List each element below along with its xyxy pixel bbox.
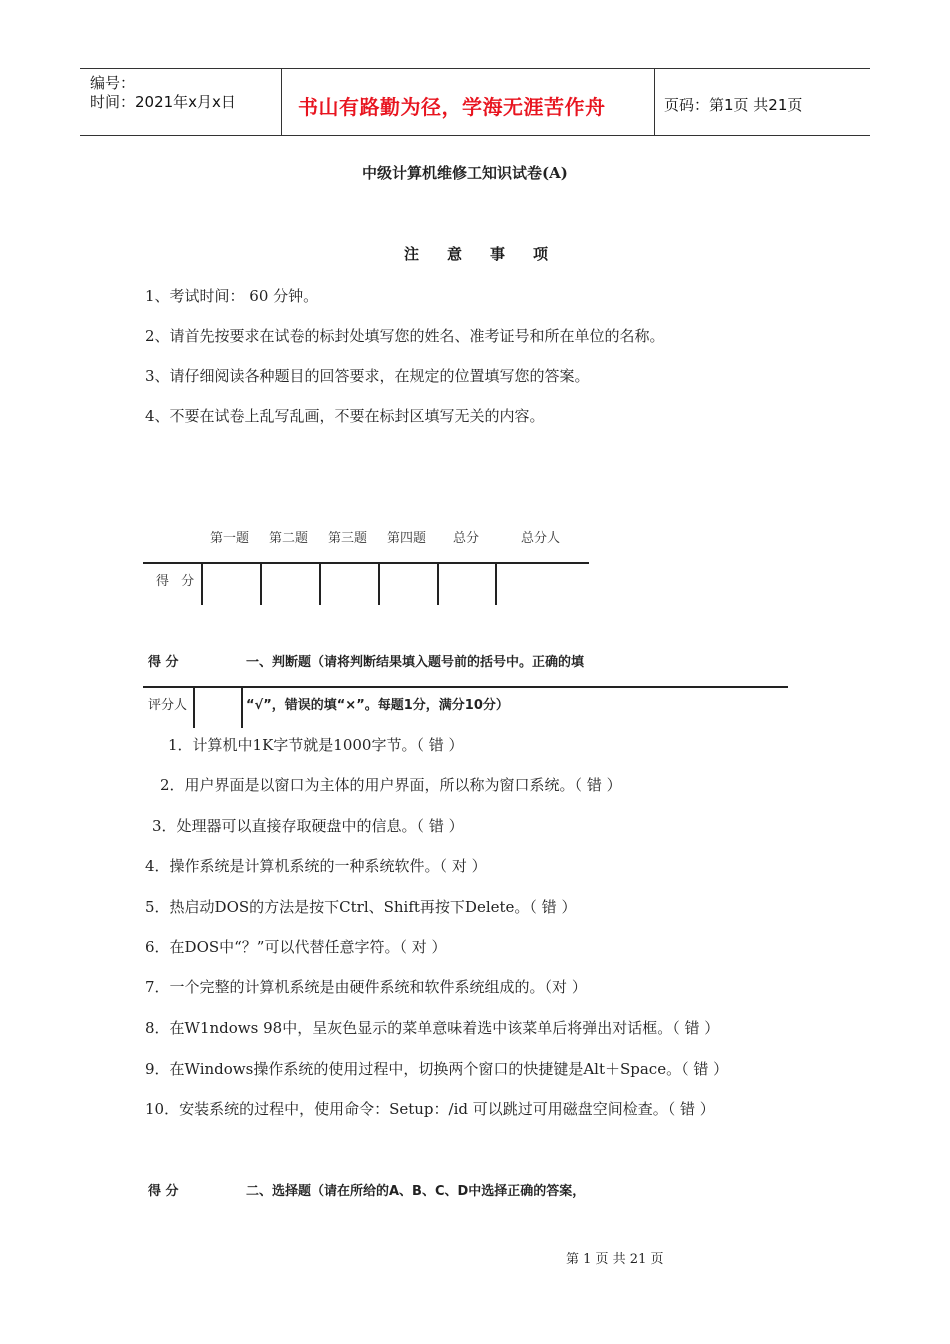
exam-title: 中级计算机维修工知识试卷(A) [362, 164, 568, 182]
header-bottom-rule [80, 135, 870, 136]
score-col-header: 第二题 [269, 531, 309, 546]
header-divider-right [654, 68, 655, 136]
time-label: 时间：2021年x月x日 [90, 93, 236, 111]
question-item: 3．处理器可以直接存取硬盘中的信息。（ 错 ） [152, 817, 464, 835]
section1-score-label: 得 分 [148, 655, 179, 670]
question-item: 5．热启动DOS的方法是按下Ctrl、Shift再按下Delete。（ 错 ） [145, 898, 577, 916]
grader-cell-divider [241, 686, 243, 728]
score-cell-divider [260, 562, 262, 605]
score-cell-divider [378, 562, 380, 605]
score-cell-divider [319, 562, 321, 605]
question-item: 2．用户界面是以窗口为主体的用户界面，所以称为窗口系统。（ 错 ） [160, 776, 622, 794]
score-col-header: 总分人 [521, 531, 561, 546]
page-info: 页码：第1页 共21页 [664, 96, 803, 114]
number-label: 编号： [90, 74, 136, 92]
grader-cell-divider [193, 686, 195, 728]
question-item: 9．在Windows操作系统的使用过程中，切换两个窗口的快捷键是Alt＋Space。（ 错 ） [145, 1060, 729, 1078]
question-item: 8．在W1ndows 98中，呈灰色显示的菜单意味着选中该菜单后将弹出对话框。（ 错 ） [145, 1019, 720, 1037]
score-col-header: 总分 [453, 531, 480, 546]
score-cell-divider [495, 562, 497, 605]
header-divider-left [281, 68, 282, 136]
page-footer: 第 1 页 共 21 页 [566, 1252, 664, 1267]
section2-heading: 二、选择题（请在所给的A、B、C、D中选择正确的答案， [246, 1184, 586, 1199]
score-row-label: 得 分 [156, 574, 199, 589]
notice-item: 2、请首先按要求在试卷的标封处填写您的姓名、准考证号和所在单位的名称。 [145, 327, 665, 345]
score-table-top-rule [143, 562, 589, 564]
score-cell-divider [437, 562, 439, 605]
score-col-header: 第四题 [387, 531, 427, 546]
question-item: 7．一个完整的计算机系统是由硬件系统和软件系统组成的。（对 ） [145, 978, 587, 996]
motto: 书山有路勤为径，学海无涯苦作舟 [298, 95, 606, 119]
notice-item: 1、考试时间： 60 分钟。 [145, 287, 319, 305]
question-item: 1．计算机中1K字节就是1000字节。（ 错 ） [168, 736, 464, 754]
notice-title: 注意事项 [404, 245, 577, 263]
header-top-rule [80, 68, 870, 69]
score-col-header: 第三题 [328, 531, 368, 546]
question-item: 10．安装系统的过程中，使用命令：Setup：/id 可以跳过可用磁盘空间检查。（ 错 ） [145, 1100, 715, 1118]
section2-score-label: 得 分 [148, 1184, 179, 1199]
question-item: 6．在DOS中“？”可以代替任意字符。（ 对 ） [145, 938, 447, 956]
section1-heading-cont: “√”，错误的填“×”。每题1分，满分10分） [246, 698, 509, 713]
section1-grader-label: 评分人 [148, 698, 188, 713]
section1-top-rule [143, 686, 788, 688]
question-item: 4．操作系统是计算机系统的一种系统软件。（ 对 ） [145, 857, 487, 875]
score-cell-divider [201, 562, 203, 605]
score-col-header: 第一题 [210, 531, 250, 546]
notice-item: 4、不要在试卷上乱写乱画，不要在标封区填写无关的内容。 [145, 407, 545, 425]
section1-heading: 一、判断题（请将判断结果填入题号前的括号中。正确的填 [246, 655, 585, 670]
notice-item: 3、请仔细阅读各种题目的回答要求，在规定的位置填写您的答案。 [145, 367, 590, 385]
